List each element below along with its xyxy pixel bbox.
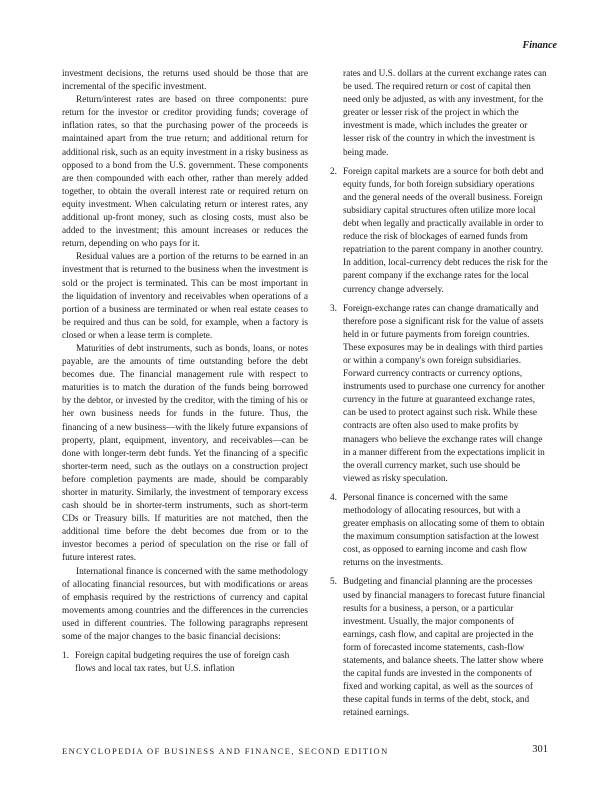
list-item-continuation: rates and U.S. dollars at the current exchange rates can be used. The required return or cost of capital then need only be adjusted, as with any investment, for the greater or lesser risk of the project in which the investment is made, which includes the greater or lesser risk of the country in which the investment is being made. — [343, 69, 547, 158]
list-item-text: Budgeting and financial planning are the processes used by financial managers to forecast future financial results for a business, a person, or a particular investment. Usually, the major components of earnings, cash flow, and capital are projected in the form of forecasted income statements, cash-flow statements, and balance sheets. The latter show where the capital funds are invested in the components of fixed and working capital, as well as the sources of these capital funds in terms of the debt, stock, and retained earnings. — [343, 577, 546, 719]
paragraph: Return/interest rates are based on three components: pure return for the investor or creditor providing funds; coverage of inflation rates, so that the purchasing power of the proceeds is maintained apart from the true return; and additional return for additional risk, such as an equity investment in a risky business as opposed to a bond from the U.S. government. These components are then compounded with each other, rather than merely added together, to obtain the overall interest rate or required return on equity investment. When calculating return or interest rates, any additional up-front money, such as closing costs, must also be added to the investment; this amount increases or reduces the return, depending on who pays for it. — [62, 95, 308, 250]
running-footer: ENCYCLOPEDIA OF BUSINESS AND FINANCE, SECOND EDITION — [62, 746, 389, 756]
list-item-text: Foreign capital markets are a source for both debt and equity funds, for both foreign subsidiary operations and the general needs of the overall business. Foreign subsidiary capital structures often utilize more local debt when legally and practically available in order to reduce the risk of blockages of earned funds from repatriation to the parent company in another country. In addition, local-currency debt reduces the risk for the parent company if the exchange rates for the local currency change adversely. — [343, 166, 548, 295]
list-item-number: 2. — [330, 166, 337, 177]
list-item-text: Foreign-exchange rates can change dramatically and therefore pose a significant risk for the value of assets held in or future payments from foreign countries. These exposures may be in dealings with third parties or within a company's own foreign subsidiaries. Forward currency contracts or currency options, instruments used to purchase one currency for another currency in the future at guaranteed exchange rates, can be used to protect against such risk. While these contracts are often also used to make profits by managers who believe the exchange rates will change in a manner different from the expectations implicit in the overall currency market, such use should be viewed as risky speculation. — [343, 303, 545, 484]
running-header: Finance — [522, 40, 557, 51]
list-item — [330, 303, 548, 486]
paragraph: Maturities of debt instruments, such as bonds, loans, or notes payable, are the amounts of time outstanding before the debt becomes due. The financial management rule with respect to maturities is to match the duration of the funds being borrowed by the debtor, or invested by the creditor, with the timing of his or her own business needs for funds in the future. Thus, the financing of a new business—with the likely future expansions of property, plant, equipment, inventory, and receivables—can be done with longer-term debt funds. Yet the financing of a specific shorter-term need, such as the outlays on a construction project before completion payments are made, should be comparably shorter in maturity. Similarly, the investment of temporary excess cash should be in shorter-term instruments, such as short-term CDs or Treasury bills. If maturities are not matched, then the additional time before the debt becomes due from or to the investor becomes a period of speculation on the rise or fall of future interest rates. — [62, 343, 308, 564]
paragraph: investment decisions, the returns used should be those that are incremental of the specific investment. — [62, 69, 308, 93]
list-item-text: Foreign capital budgeting requires the use of foreign cash flows and local tax rates, but U.S. inflation — [75, 651, 290, 675]
list-item — [330, 492, 548, 571]
numbered-list — [62, 650, 308, 676]
list-item — [62, 650, 308, 676]
list-item-number: 3. — [330, 303, 337, 314]
numbered-list — [330, 166, 548, 721]
page-number: 301 — [532, 744, 548, 755]
list-item-number: 1. — [62, 651, 69, 662]
list-item — [330, 576, 548, 720]
right-column — [330, 68, 548, 721]
paragraph: International finance is concerned with the same methodology of allocating financial resources, but with modifications or areas of emphasis required by the restrictions of currency and capital movements among countries and the differences in the currencies used in different countries. The following paragraphs represent some of the major changes to the basic financial decisions: — [62, 566, 308, 643]
list-item-number: 4. — [330, 492, 337, 503]
list-item — [330, 166, 548, 297]
list-item-number: 5. — [330, 577, 337, 588]
list-item-text: Personal finance is concerned with the same methodology of allocating resources, but with a greater emphasis on allocating some of them to obtain the maximum consumption satisfaction at the lowest cost, as opposed to earning income and cash flow returns on the investments. — [343, 492, 545, 569]
left-column — [62, 68, 308, 676]
paragraph: Residual values are a portion of the returns to be earned in an investment that is returned to the business when the investment is sold or the project is terminated. This can be most important in the liquidation of inventory and receivables when operations of a portion of a business are terminated or when real estate ceases to be required and thus can be sold, for example, when a factory is closed or when a lease term is complete. — [62, 252, 308, 341]
